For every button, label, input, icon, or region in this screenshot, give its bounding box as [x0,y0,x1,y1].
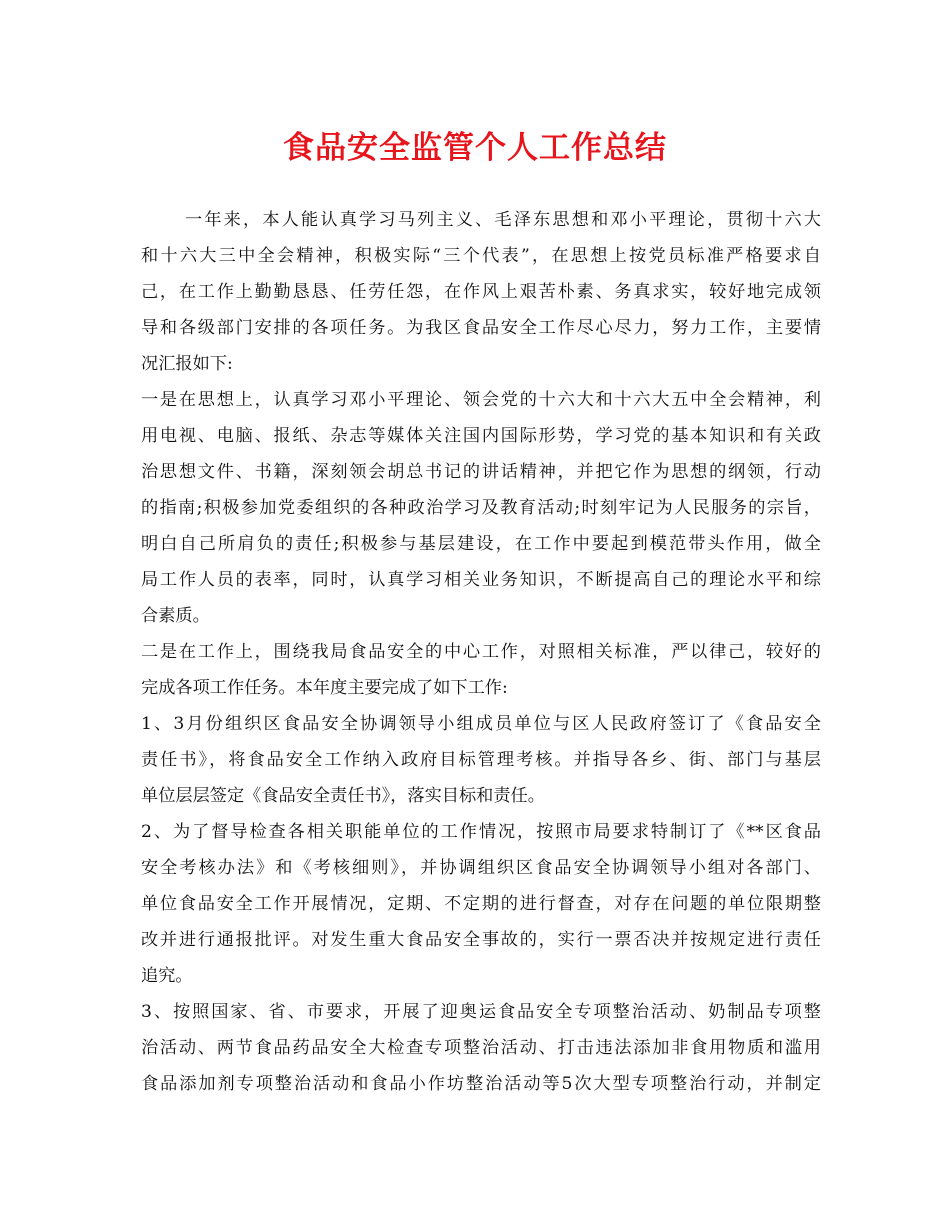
text-line: 1、3月份组织区食品安全协调领导小组成员单位与区人民政府签订了《食品安全 [141,714,821,734]
text-line: 己，在工作上勤勤恳恳、任劳任怨，在作风上艰苦朴素、务真求实，较好地完成领 [141,282,821,302]
text-line: 责任书》，将食品安全工作纳入政府目标管理考核。并指导各乡、街、部门与基层 [141,750,821,770]
text-line: 一年来，本人能认真学习马列主义、毛泽东思想和邓小平理论，贯彻十六大 [185,210,821,230]
text-line: 导和各级部门安排的各项任务。为我区食品安全工作尽心尽力，努力工作，主要情 [141,318,821,338]
text-line: 局工作人员的表率，同时，认真学习相关业务知识，不断提高自己的理论水平和综 [141,570,821,590]
text-line: 追究。 [141,966,193,986]
text-line: 治思想文件、书籍，深刻领会胡总书记的讲话精神，并把它作为思想的纲领，行动 [141,462,821,482]
text-line: 单位层层签定《食品安全责任书》，落实目标和责任。 [141,786,545,806]
text-line: 二是在工作上，围绕我局食品安全的中心工作，对照相关标准，严以律己，较好的 [141,642,821,662]
text-line: 一是在思想上，认真学习邓小平理论、领会党的十六大和十六大五中全会精神，利 [141,390,821,410]
document-body [141,202,821,1102]
text-line: 2、为了督导检查各相关职能单位的工作情况，按照市局要求特制订了《**区食品 [141,822,821,842]
document-title: 食品安全监管个人工作总结 [283,130,667,166]
text-line: 的指南;积极参加党委组织的各种政治学习及教育活动;时刻牢记为人民服务的宗旨， [141,498,821,518]
text-line: 安全考核办法》和《考核细则》，并协调组织区食品安全协调领导小组对各部门、 [141,858,821,878]
text-line: 和十六大三中全会精神，积极实际“三个代表”，在思想上按党员标准严格要求自 [141,246,821,266]
text-line: 单位食品安全工作开展情况，定期、不定期的进行督查，对存在问题的单位限期整 [141,894,821,914]
text-line: 用电视、电脑、报纸、杂志等媒体关注国内国际形势，学习党的基本知识和有关政 [141,426,821,446]
text-line: 改并进行通报批评。对发生重大食品安全事故的，实行一票否决并按规定进行责任 [141,930,821,950]
text-line: 3、按照国家、省、市要求，开展了迎奥运食品安全专项整治活动、奶制品专项整 [141,1002,821,1022]
text-line: 合素质。 [141,606,210,626]
text-line: 明白自己所肩负的责任;积极参与基层建设，在工作中要起到模范带头作用，做全 [141,534,821,554]
text-line: 治活动、两节食品药品安全大检查专项整治活动、打击违法添加非食用物质和滥用 [141,1038,821,1058]
text-line: 况汇报如下: [141,354,233,374]
text-line: 食品添加剂专项整治活动和食品小作坊整治活动等5次大型专项整治行动，并制定 [141,1074,821,1094]
text-line: 完成各项工作任务。本年度主要完成了如下工作: [141,678,508,698]
